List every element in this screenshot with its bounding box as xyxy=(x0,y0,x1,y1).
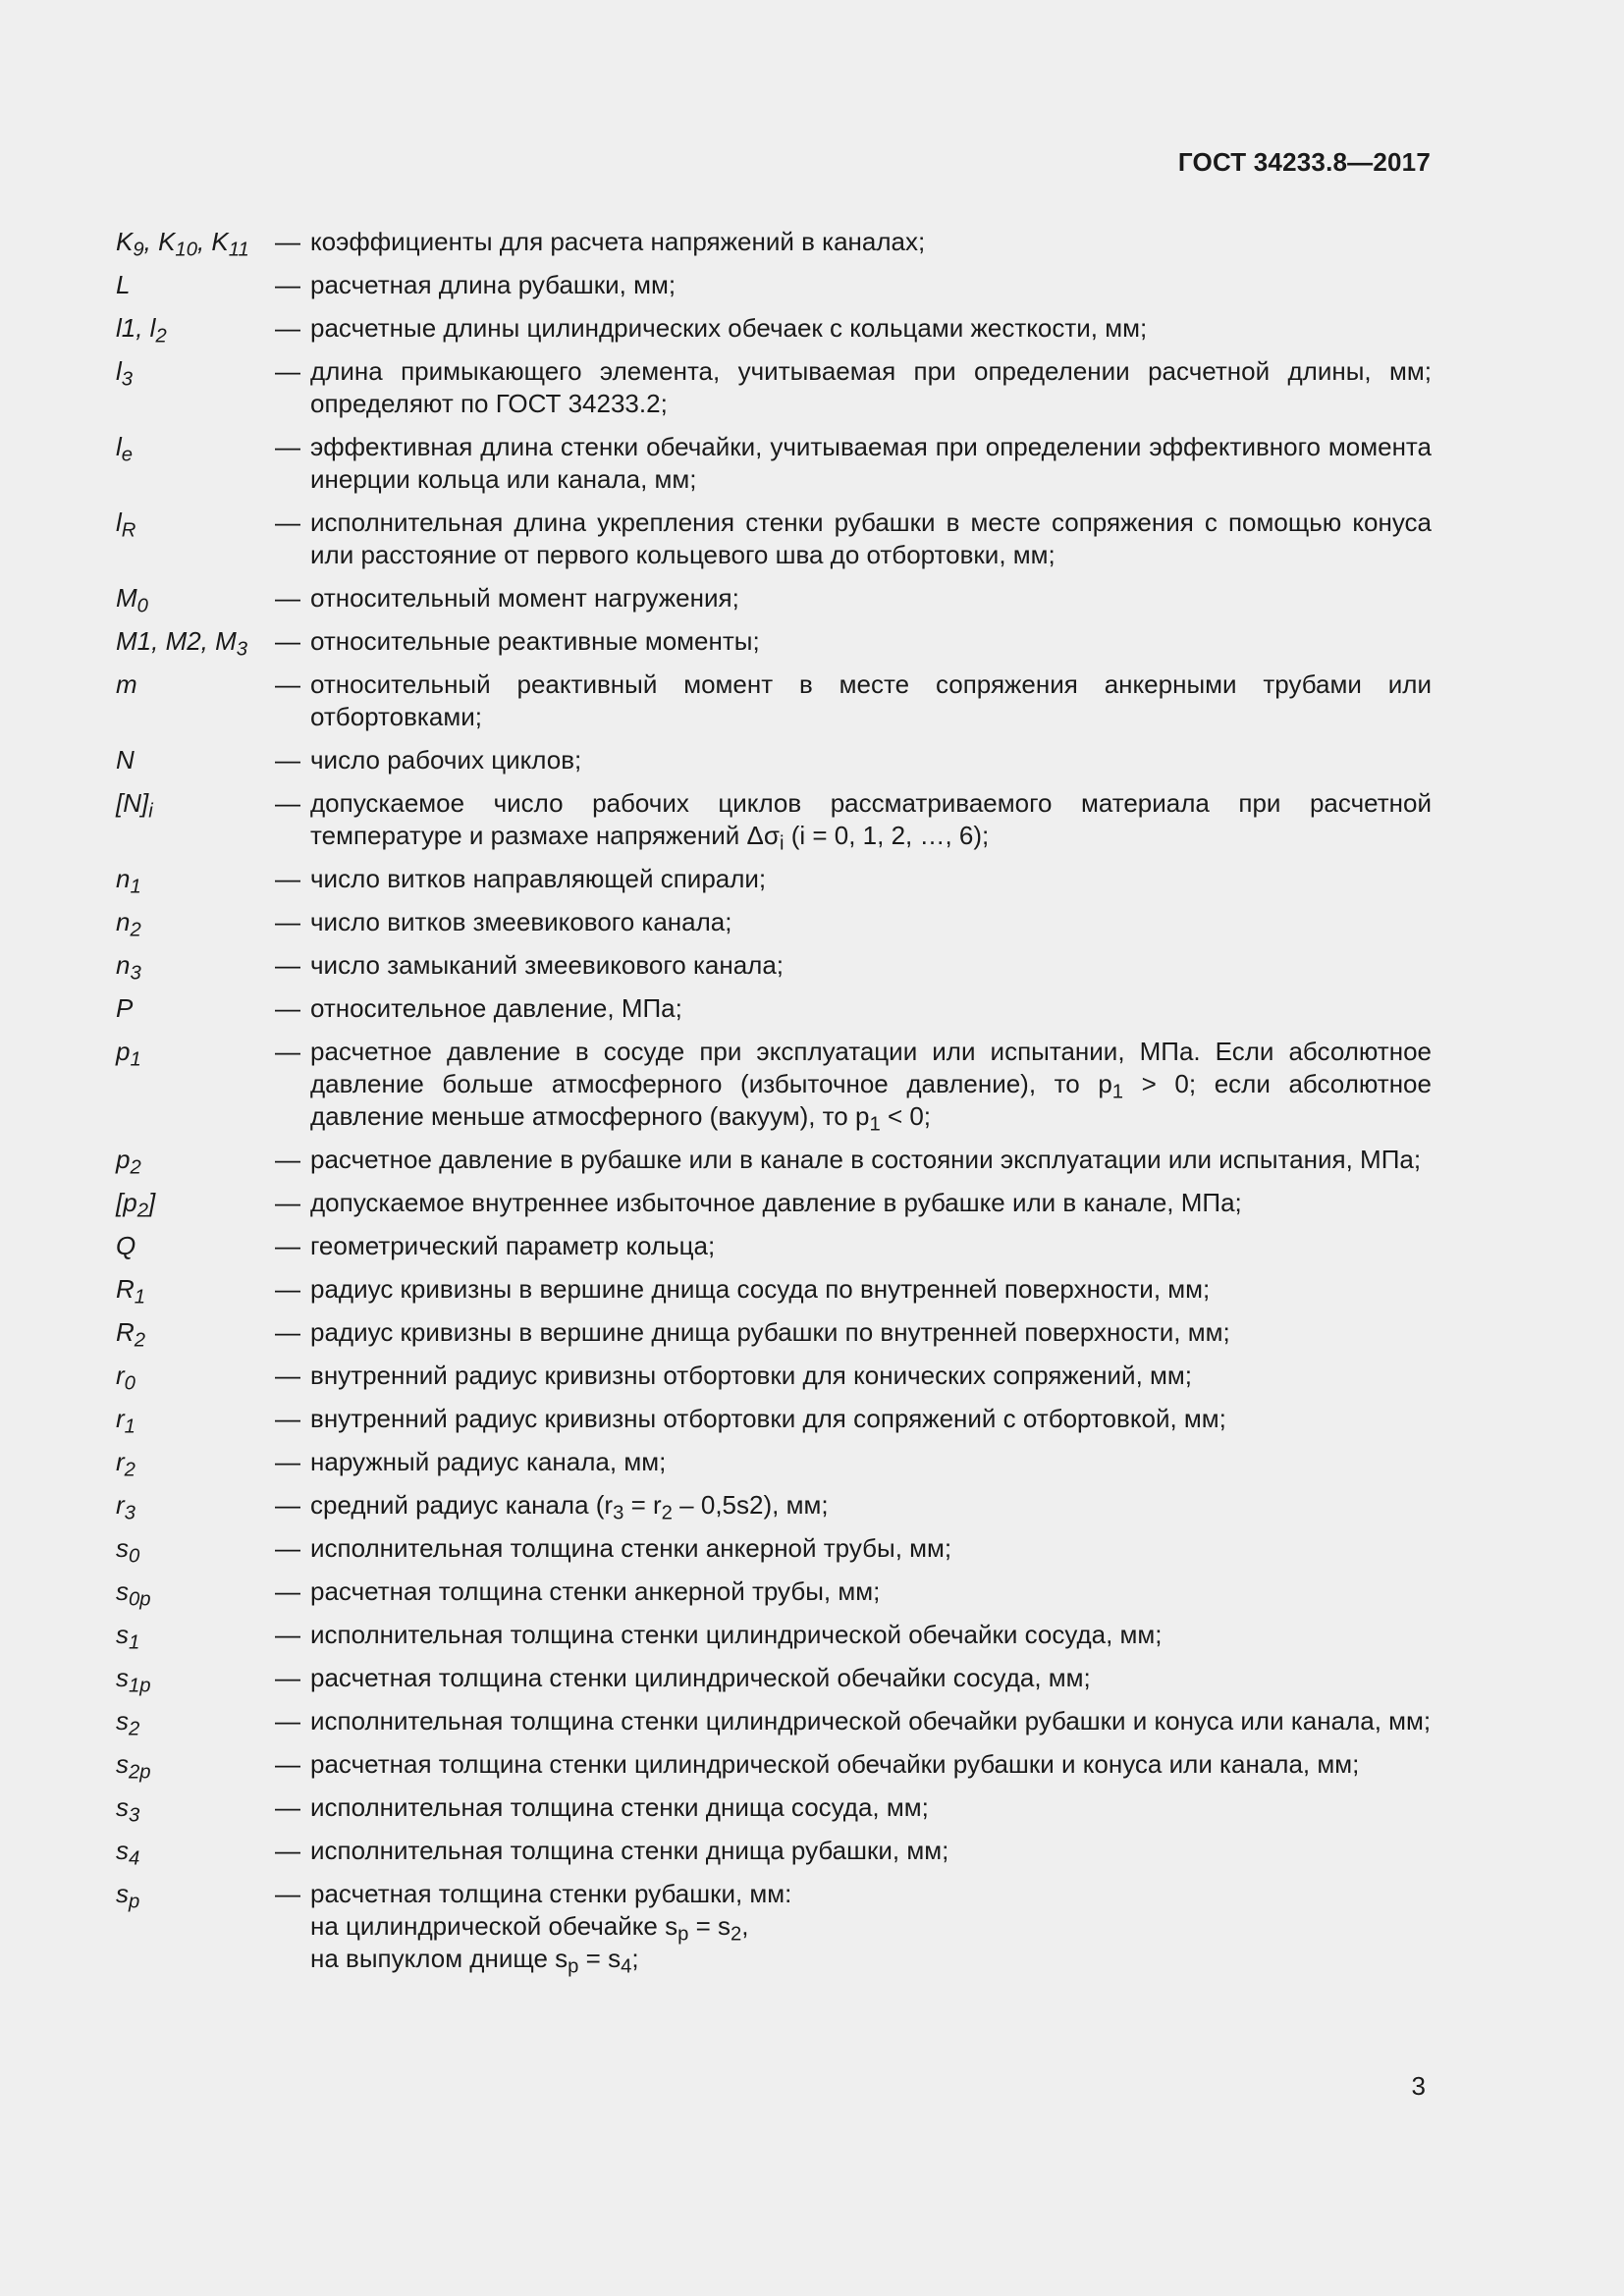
definition-text-main: относительный реактивный момент в месте сопряжения анкерными трубами или отбортовками; xyxy=(310,669,1432,731)
definition-text xyxy=(310,787,1432,855)
definition-row xyxy=(116,1446,1432,1481)
definition-dash: — xyxy=(275,993,300,1023)
definition-text-main: средний радиус канала $(r_3 = r_2 - 0,5s2)$, мм; xyxy=(310,1490,829,1524)
definition-symbol: $p_1$ xyxy=(116,1037,141,1071)
definition-symbol: N xyxy=(116,745,135,774)
definition-row xyxy=(116,906,1432,941)
definition-text-main: расчетная толщина стенки цилиндрической обечайки рубашки и конуса или канала, мм; xyxy=(310,1749,1360,1779)
definition-dash: — xyxy=(275,1663,300,1692)
definition-text xyxy=(310,507,1432,571)
definition-dash: — xyxy=(275,1361,300,1390)
definition-symbol: $s_{0p}$ xyxy=(116,1576,151,1611)
definition-text-main: исполнительная толщина стенки цилиндрической обечайки сосуда, мм; xyxy=(310,1620,1163,1649)
definition-row xyxy=(116,1705,1432,1740)
definition-text xyxy=(310,312,1432,345)
definition-row xyxy=(116,1036,1432,1136)
definition-dash: — xyxy=(275,1490,300,1520)
definition-text xyxy=(310,582,1432,614)
definition-text-main: число витков змеевикового канала; xyxy=(310,907,732,936)
definition-row xyxy=(116,1316,1432,1352)
definitions-list xyxy=(116,226,1432,1986)
definition-symbol: $M_0$ xyxy=(116,583,148,617)
definition-text-main: исполнительная длина укрепления стенки рубашки в месте сопряжения с помощью конуса или расстояние от первого кольцевого шва до отбортовки, мм; xyxy=(310,507,1432,569)
definition-symbol: $l_e$ xyxy=(116,432,134,466)
definition-symbol: $s_3$ xyxy=(116,1792,140,1827)
definition-symbol: $r_2$ xyxy=(116,1447,135,1481)
definition-symbol: Q xyxy=(116,1231,136,1260)
definition-row xyxy=(116,1230,1432,1262)
definition-row xyxy=(116,355,1432,420)
definition-row xyxy=(116,1748,1432,1784)
definition-symbol: l1, $l_2$ xyxy=(116,313,167,347)
definition-row xyxy=(116,312,1432,345)
definition-text-main: исполнительная толщина стенки днища рубашки, мм; xyxy=(310,1836,949,1865)
definition-row xyxy=(116,1575,1432,1611)
definition-dash: — xyxy=(275,1188,300,1217)
definition-dash: — xyxy=(275,1533,300,1563)
definition-row xyxy=(116,1360,1432,1395)
definition-dash: — xyxy=(275,1447,300,1476)
definition-row xyxy=(116,1532,1432,1568)
definition-dash: — xyxy=(275,1404,300,1433)
definition-dash: — xyxy=(275,356,300,386)
definition-text-main: число рабочих циклов; xyxy=(310,745,582,774)
definition-dash: — xyxy=(275,669,300,699)
definition-dash: — xyxy=(275,745,300,774)
definition-text-main: расчетное давление в рубашке или в канале в состоянии эксплуатации или испытания, МПа; xyxy=(310,1145,1422,1174)
definition-text-main: внутренний радиус кривизны отбортовки для конических сопряжений, мм; xyxy=(310,1361,1193,1390)
definition-text-main: длина примыкающего элемента, учитываемая при определении расчетной длины, мм; определяют по ГОСТ 34233.2; xyxy=(310,356,1432,418)
definition-text-main: допускаемое число рабочих циклов рассматриваемого материала при расчетной температуре и размахе напряжений $\Delta\sigma_i$ (i = 0, 1, 2, …, 6); xyxy=(310,788,1432,855)
definition-text-main: исполнительная толщина стенки анкерной трубы, мм; xyxy=(310,1533,952,1563)
definition-dash: — xyxy=(275,507,300,537)
definition-text-main: расчетная толщина стенки рубашки, мм: xyxy=(310,1879,792,1908)
definition-symbol: $s_p$ xyxy=(116,1879,140,1913)
definition-text xyxy=(310,1878,1432,1978)
standard-code-header: ГОСТ 34233.8—2017 xyxy=(1177,147,1431,177)
definition-text-main: геометрический параметр кольца; xyxy=(310,1231,716,1260)
definition-row xyxy=(116,787,1432,855)
definition-row xyxy=(116,744,1432,776)
definition-symbol: $r_1$ xyxy=(116,1404,135,1438)
definition-symbol: $r_3$ xyxy=(116,1490,135,1524)
definition-symbol: $R_2$ xyxy=(116,1317,146,1352)
definition-text xyxy=(310,906,1432,938)
definition-text xyxy=(310,1187,1432,1219)
definition-dash: — xyxy=(275,864,300,893)
definition-dash: — xyxy=(275,950,300,980)
definition-dash: — xyxy=(275,788,300,818)
definition-text xyxy=(310,1316,1432,1349)
definition-dash: — xyxy=(275,1836,300,1865)
definition-dash: — xyxy=(275,1879,300,1908)
definition-text xyxy=(310,1230,1432,1262)
definition-text-main: коэффициенты для расчета напряжений в каналах; xyxy=(310,227,926,256)
definition-text-main: наружный радиус канала, мм; xyxy=(310,1447,667,1476)
definition-text xyxy=(310,1360,1432,1392)
definition-row xyxy=(116,431,1432,496)
definition-row xyxy=(116,1791,1432,1827)
definition-text xyxy=(310,744,1432,776)
definition-text-main: относительный момент нагружения; xyxy=(310,583,739,613)
definition-row xyxy=(116,1835,1432,1870)
definition-dash: — xyxy=(275,1145,300,1174)
definition-row xyxy=(116,1273,1432,1306)
definition-symbol: $[N]_i$ xyxy=(116,788,153,823)
definition-text-main: расчетное давление в сосуде при эксплуатации или испытании, МПа. Если абсолютное давление больше атмосферного (избыточное давление), то $p_1 > 0$; если абсолютное давление меньше атмосферного (вакуум), то $p_1 < 0$; xyxy=(310,1037,1432,1136)
definition-row xyxy=(116,1403,1432,1438)
definition-text-main: внутренний радиус кривизны отбортовки для сопряжений с отбортовкой, мм; xyxy=(310,1404,1226,1433)
definition-row xyxy=(116,582,1432,617)
definition-dash: — xyxy=(275,1317,300,1347)
definition-dash: — xyxy=(275,1620,300,1649)
definition-row xyxy=(116,863,1432,898)
definition-text xyxy=(310,1403,1432,1435)
definition-symbol: $s_0$ xyxy=(116,1533,140,1568)
definition-text-main: допускаемое внутреннее избыточное давление в рубашке или в канале, МПа; xyxy=(310,1188,1242,1217)
definition-text-main: расчетная толщина стенки анкерной трубы, мм; xyxy=(310,1576,881,1606)
definition-row xyxy=(116,949,1432,985)
definition-text xyxy=(310,431,1432,496)
definition-text xyxy=(310,863,1432,895)
definition-text xyxy=(310,1748,1432,1781)
definition-dash: — xyxy=(275,1706,300,1735)
definition-dash: — xyxy=(275,432,300,461)
definition-text-main: эффективная длина стенки обечайки, учитываемая при определении эффективного момента инерции кольца или канала, мм; xyxy=(310,432,1432,494)
definition-text-main: исполнительная толщина стенки днища сосуда, мм; xyxy=(310,1792,929,1822)
page-number: 3 xyxy=(1411,2071,1426,2101)
definition-symbol: $s_4$ xyxy=(116,1836,140,1870)
definition-text-main: расчетная длина рубашки, мм; xyxy=(310,270,677,299)
definition-symbol: M1, M2, $M_3$ xyxy=(116,626,248,661)
definition-row xyxy=(116,625,1432,661)
definition-text xyxy=(310,625,1432,658)
definition-text xyxy=(310,1835,1432,1867)
definition-text-main: расчетные длины цилиндрических обечаек с кольцами жесткости, мм; xyxy=(310,313,1148,343)
definition-text-main: относительное давление, МПа; xyxy=(310,993,682,1023)
definition-row xyxy=(116,1619,1432,1654)
definition-symbol: $s_1$ xyxy=(116,1620,140,1654)
definition-symbol: $r_0$ xyxy=(116,1361,135,1395)
definition-text-main: радиус кривизны в вершине днища рубашки по внутренней поверхности, мм; xyxy=(310,1317,1230,1347)
definition-dash: — xyxy=(275,1231,300,1260)
definition-symbol: $p_2$ xyxy=(116,1145,141,1179)
definition-row xyxy=(116,226,1432,261)
definition-row xyxy=(116,1662,1432,1697)
definition-text-main: радиус кривизны в вершине днища сосуда по внутренней поверхности, мм; xyxy=(310,1274,1211,1304)
definition-row xyxy=(116,1187,1432,1222)
definition-dash: — xyxy=(275,270,300,299)
definition-text-line: на выпуклом днище $s_p = s_4$; xyxy=(310,1944,639,1978)
definition-row xyxy=(116,1878,1432,1978)
definition-symbol: m xyxy=(116,669,137,699)
definition-symbol: L xyxy=(116,270,131,299)
definition-text xyxy=(310,1705,1432,1737)
definition-dash: — xyxy=(275,1037,300,1066)
definition-text xyxy=(310,355,1432,420)
definition-text-main: расчетная толщина стенки цилиндрической обечайки сосуда, мм; xyxy=(310,1663,1091,1692)
definition-text xyxy=(310,1273,1432,1306)
definition-symbol: P xyxy=(116,993,134,1023)
definition-text-line: на цилиндрической обечайке $s_p = s_2$, xyxy=(310,1911,749,1946)
definition-symbol: $R_1$ xyxy=(116,1274,146,1308)
definition-text xyxy=(310,226,1432,258)
definition-text-main: число витков направляющей спирали; xyxy=(310,864,767,893)
definition-row xyxy=(116,1489,1432,1522)
definition-text xyxy=(310,668,1432,733)
definition-symbol: $s_{2p}$ xyxy=(116,1749,151,1784)
definition-dash: — xyxy=(275,313,300,343)
definition-dash: — xyxy=(275,583,300,613)
definition-symbol: $l_3$ xyxy=(116,356,134,391)
definition-dash: — xyxy=(275,227,300,256)
definition-symbol: $[p_2]$ xyxy=(116,1188,156,1222)
definition-text-main: исполнительная толщина стенки цилиндрической обечайки рубашки и конуса или канала, мм; xyxy=(310,1706,1432,1735)
definition-symbol: $n_1$ xyxy=(116,864,141,898)
definition-text xyxy=(310,1791,1432,1824)
definition-text xyxy=(310,1144,1432,1176)
definition-dash: — xyxy=(275,1749,300,1779)
definition-symbol: $s_{1p}$ xyxy=(116,1663,151,1697)
definition-dash: — xyxy=(275,1274,300,1304)
definition-row xyxy=(116,1144,1432,1179)
definition-row xyxy=(116,507,1432,571)
definition-text xyxy=(310,1619,1432,1651)
definition-symbol: $K_9$, $K_{10}$, $K_{11}$ xyxy=(116,227,249,261)
definition-symbol: $n_3$ xyxy=(116,950,141,985)
definition-dash: — xyxy=(275,626,300,656)
definition-text-main: число замыканий змеевикового канала; xyxy=(310,950,785,980)
definition-text xyxy=(310,1575,1432,1608)
definition-text xyxy=(310,1489,1432,1522)
definition-dash: — xyxy=(275,1576,300,1606)
definition-row xyxy=(116,992,1432,1025)
definition-text xyxy=(310,949,1432,982)
definition-dash: — xyxy=(275,907,300,936)
definition-text xyxy=(310,1532,1432,1565)
definition-symbol: $l_R$ xyxy=(116,507,136,542)
definition-symbol: $n_2$ xyxy=(116,907,141,941)
definition-text xyxy=(310,269,1432,301)
definition-text-main: относительные реактивные моменты; xyxy=(310,626,760,656)
definition-text xyxy=(310,1446,1432,1478)
definition-text xyxy=(310,1662,1432,1694)
definition-row xyxy=(116,668,1432,733)
definition-row xyxy=(116,269,1432,301)
definition-text xyxy=(310,992,1432,1025)
definition-dash: — xyxy=(275,1792,300,1822)
definition-text xyxy=(310,1036,1432,1136)
definition-symbol: $s_2$ xyxy=(116,1706,140,1740)
